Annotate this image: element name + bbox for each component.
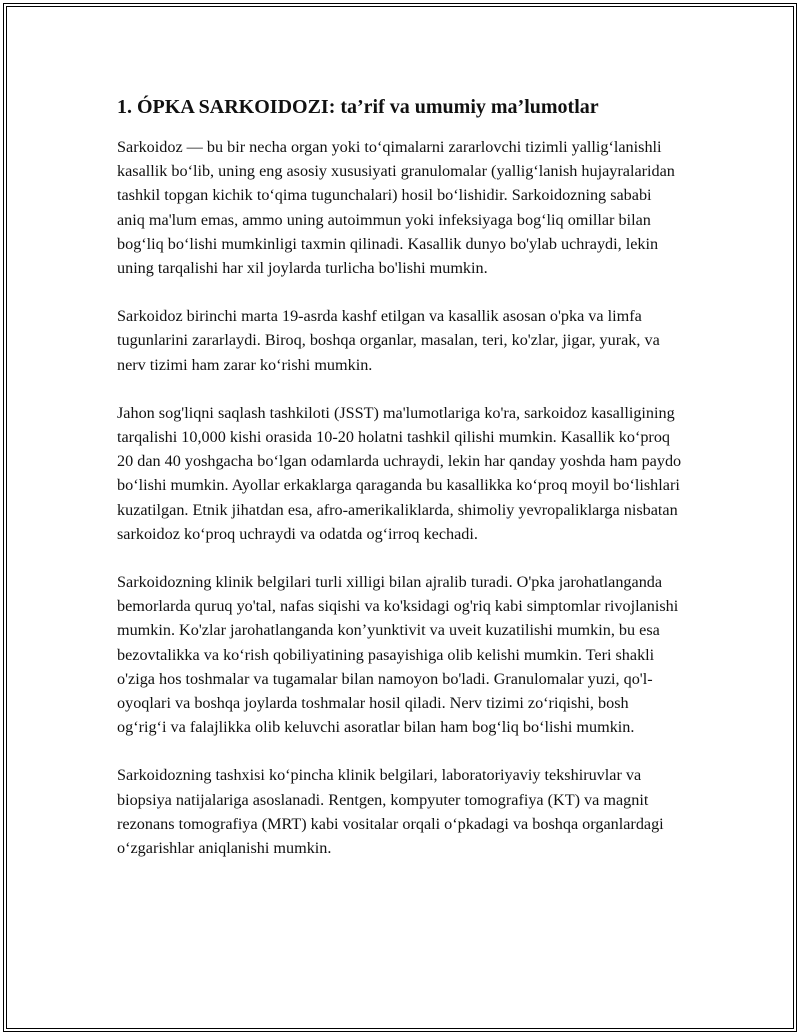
page-title: 1. ÓPKA SARKOIDOZI: ta’rif va umumiy ma’lumotlar: [117, 96, 599, 118]
paragraph-definition: Sarkoidoz — bu bir necha organ yoki to‘qimalarni zararlovchi tizimli yallig‘lanishli kasallik bo‘lib, uning eng asosiy xususiyati granulomalar (yallig‘lanish hujayralaridan tashkil topgan kichik to‘qima tugunchalari) hosil bo‘lishidir. Sarkoidozning sababi aniq ma'lum emas, ammo uning autoimmun yoki infeksiyaga bog‘liq omillar bilan bog‘liq bo‘lishi mumkinligi taxmin qilinadi. Kasallik dunyo bo'ylab uchraydi, lekin uning tarqalishi har xil joylarda turlicha bo'lishi mumkin.: [117, 138, 675, 278]
document-body: [117, 95, 682, 884]
paragraph-epidemiology: Jahon sog'liqni saqlash tashkiloti (JSST) ma'lumotlariga ko'ra, sarkoidoz kasalligining tarqalishi 10,000 kishi orasida 10-20 holatni tashkil qilishi mumkin. Kasallik ko‘proq 20 dan 40 yoshgacha bo‘lgan odamlarda uchraydi, lekin har qanday yoshda ham paydo bo‘lishi mumkin. Ayollar erkaklarga qaraganda bu kasallikka ko‘proq moyil bo‘lishlari kuzatilgan. Etnik jihatdan esa, afro-amerikaliklarda, shimoliy yevropaliklarga nisbatan sarkoidoz ko‘proq uchraydi va odatda og‘irroq kechadi.: [117, 403, 682, 543]
paragraph-history: Sarkoidoz birinchi marta 19-asrda kashf etilgan va kasallik asosan o'pka va limfa tugunlarini zararlaydi. Biroq, boshqa organlar, masalan, teri, ko'zlar, jigar, yurak, va nerv tizimi ham zarar ko‘rishi mumkin.: [117, 307, 660, 374]
paragraph-clinical-signs: Sarkoidozning klinik belgilari turli xilligi bilan ajralib turadi. O'pka jarohatlanganda bemorlarda quruq yo'tal, nafas siqishi va ko'ksidagi og'riq kabi simptomlar rivojlanishi mumkin. Ko'zlar jarohatlanganda kon’yunktivit va uveit kuzatilishi mumkin, bu esa bezovtalikka va ko‘rish qobiliyatining pasayishiga olib kelishi mumkin. Teri shakli o'ziga hos toshmalar va tugamalar bilan namoyon bo'ladi. Granulomalar yuzi, qo'l-oyoqlari va boshqa joylarda toshmalar hosil qiladi. Nerv tizimi zo‘riqishi, bosh og‘rig‘i va falajlikka olib keluvchi asoratlar bilan ham bog‘liq bo‘lishi mumkin.: [117, 573, 679, 737]
paragraph-diagnosis: Sarkoidozning tashxisi ko‘pincha klinik belgilari, laboratoriyaviy tekshiruvlar va biopsiya natijalariga asoslanadi. Rentgen, kompyuter tomografiya (KT) va magnit rezonans tomografiya (MRT) kabi vositalar orqali o‘pkadagi va boshqa organlardagi o‘zgarishlar aniqlanishi mumkin.: [117, 766, 664, 858]
